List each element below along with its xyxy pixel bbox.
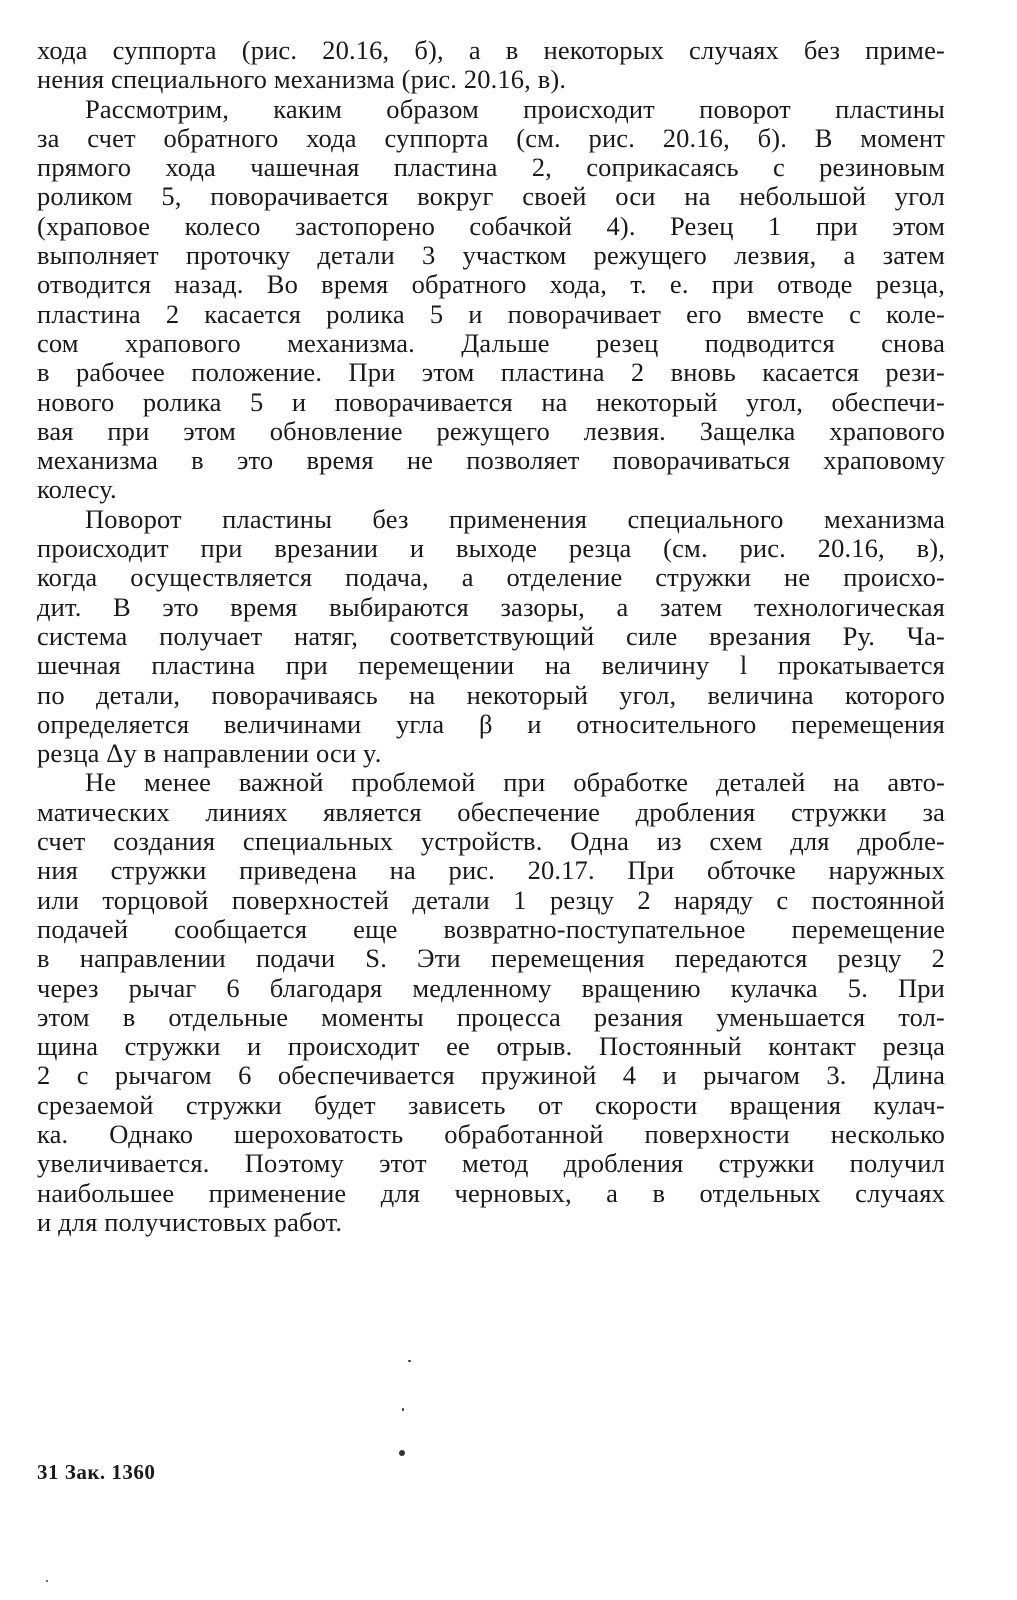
text-line: ка. Однако шероховатость обработанной поверхности несколько <box>37 1118 945 1149</box>
page-body <box>37 36 945 1237</box>
text-line: происходит при врезании и выходе резца (см. рис. 20.16, в), <box>37 533 945 564</box>
text-line: в направлении подачи S. Эти перемещения передаются резцу 2 <box>37 943 945 974</box>
text-line: отводится назад. Во время обратного хода, т. е. при отводе резца, <box>37 269 945 300</box>
text-line: Поворот пластины без применения специального механизма <box>85 503 945 534</box>
text-line: за счет обратного хода суппорта (см. рис. 20.16, б). В момент <box>37 122 945 153</box>
text-line: нового ролика 5 и поворачивается на некоторый угол, обеспечи- <box>37 386 945 417</box>
text-line: щина стружки и происходит ее отрыв. Постоянный контакт резца <box>37 1031 945 1062</box>
text-line: в рабочее положение. При этом пластина 2 вновь касается рези- <box>37 357 945 388</box>
scan-speck <box>408 1360 411 1362</box>
text-line: вая при этом обновление режущего лезвия. Защелка храпового <box>37 415 945 446</box>
text-line: сом храпового механизма. Дальше резец подводится снова <box>37 327 945 358</box>
text-line: система получает натяг, соответствующий силе врезания Pу. Ча- <box>37 620 945 651</box>
scan-speck <box>399 1450 405 1456</box>
paragraph-2 <box>37 95 945 505</box>
scan-speck <box>46 1580 48 1582</box>
text-line: Не менее важной проблемой при обработке деталей на авто- <box>85 767 945 798</box>
text-line: ния стружки приведена на рис. 20.17. При обточке наружных <box>37 855 945 886</box>
text-line: этом в отдельные моменты процесса резания уменьшается тол- <box>37 1001 945 1032</box>
text-line: роликом 5, поворачивается вокруг своей оси на небольшой угол <box>37 181 945 212</box>
text-line: выполняет проточку детали 3 участком режущего лезвия, а затем <box>37 240 945 271</box>
text-line: хода суппорта (рис. 20.16, б), а в некоторых случаях без приме- <box>37 35 945 65</box>
text-line: шечная пластина при перемещении на величину l прокатывается <box>37 650 945 681</box>
text-line: подачей сообщается еще возвратно-поступательное перемещение <box>37 913 945 944</box>
text-line: прямого хода чашечная пластина 2, соприкасаясь с резиновым <box>37 152 945 183</box>
printer-signature: 31 Зак. 1360 <box>37 1460 156 1484</box>
paragraph-4 <box>37 768 945 1237</box>
paragraph-1 <box>37 36 945 95</box>
text-line: механизма в это время не позволяет поворачиваться храповому <box>37 445 945 476</box>
text-line: нения специального механизма (рис. 20.16, в). <box>37 64 567 95</box>
text-line: резца Δy в направлении оси y. <box>37 738 382 769</box>
text-line: когда осуществляется подача, а отделение стружки не происхо- <box>37 562 945 593</box>
text-line: дит. В это время выбираются зазоры, а затем технологическая <box>37 591 945 622</box>
text-line: наибольшее применение для черновых, а в отдельных случаях <box>37 1177 945 1208</box>
text-line: или торцовой поверхностей детали 1 резцу 2 наряду с постоянной <box>37 884 945 915</box>
text-line: по детали, поворачиваясь на некоторый угол, величина которого <box>37 679 945 710</box>
scan-speck <box>402 1408 404 1411</box>
text-line: колесу. <box>37 474 117 505</box>
text-line: через рычаг 6 благодаря медленному вращению кулачка 5. При <box>37 972 945 1003</box>
text-line: и для получистовых работ. <box>37 1206 343 1237</box>
text-line: 2 с рычагом 6 обеспечивается пружиной 4 и рычагом 3. Длина <box>37 1060 945 1091</box>
text-line: определяется величинами угла β и относительного перемещения <box>37 708 945 739</box>
text-line: матических линиях является обеспечение дробления стружки за <box>37 796 945 827</box>
text-line: пластина 2 касается ролика 5 и поворачивает его вместе с коле- <box>37 298 945 329</box>
text-line: срезаемой стружки будет зависеть от скорости вращения кулач- <box>37 1089 945 1120</box>
text-line: (храповое колесо застопорено собачкой 4). Резец 1 при этом <box>37 210 945 241</box>
paragraph-3 <box>37 505 945 769</box>
text-line: счет создания специальных устройств. Одна из схем для дробле- <box>37 826 945 857</box>
text-line: увеличивается. Поэтому этот метод дробления стружки получил <box>37 1148 945 1179</box>
text-line: Рассмотрим, каким образом происходит поворот пластины <box>85 93 945 124</box>
